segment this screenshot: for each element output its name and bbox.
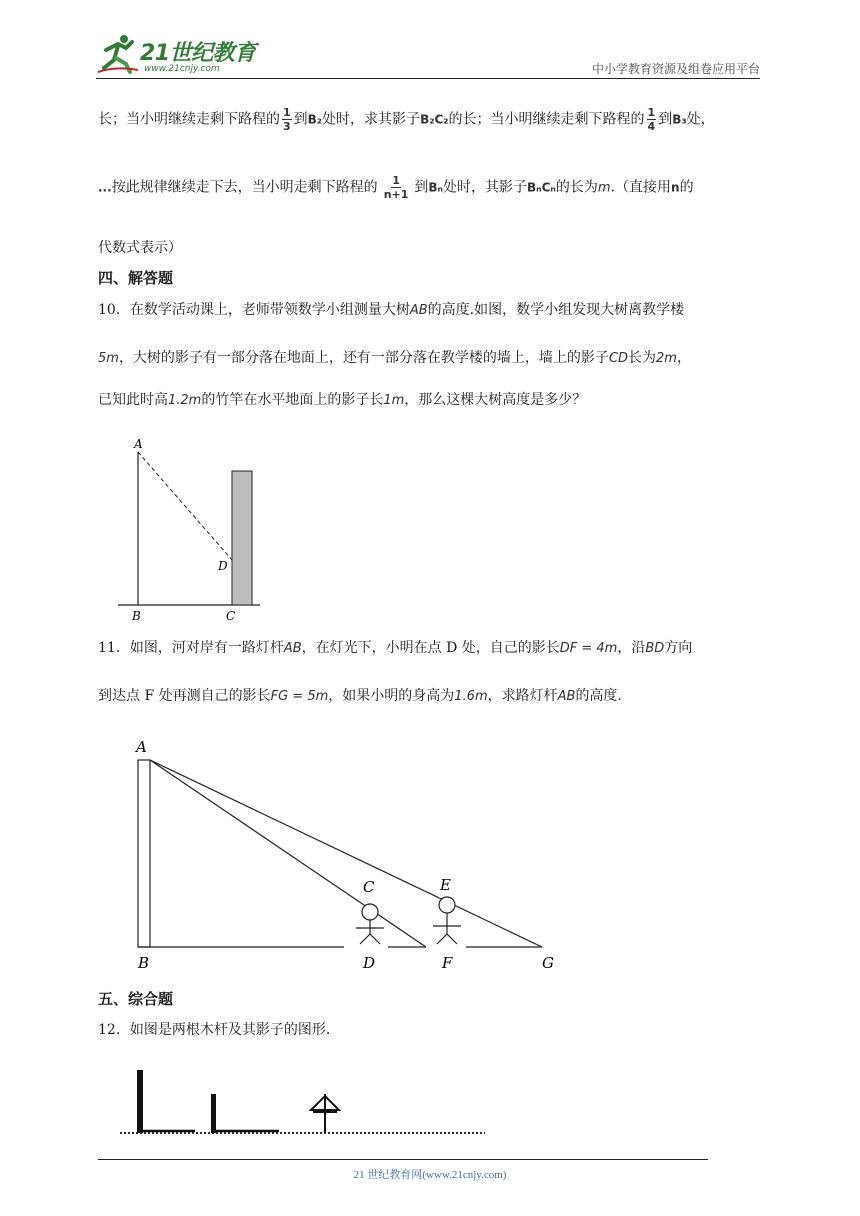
math-b2: B₂ xyxy=(307,112,323,127)
header-divider xyxy=(96,78,760,79)
math-5m: 5m xyxy=(98,351,119,366)
math-ab: AB xyxy=(557,689,576,704)
text: 方向 xyxy=(664,640,693,656)
text: 的高度.如图，数学小组发现大树离教学楼 xyxy=(427,302,685,318)
math-b3: B₃ xyxy=(672,112,687,127)
text: 10．在数学活动课上，老师带领数学小组测量大树 xyxy=(98,302,410,318)
math-1-6m: 1.6m xyxy=(454,689,488,704)
text: ，如果小明的身高为 xyxy=(328,688,455,704)
text: 到达点 F 处再测自己的影长 xyxy=(98,688,271,704)
text: 处， xyxy=(686,111,715,128)
text: ， xyxy=(676,350,691,366)
text: 到 xyxy=(414,179,429,196)
fraction-one-over-n-plus-1: $\frac{1}{n+1}$ xyxy=(383,174,409,201)
pole-1 xyxy=(137,1070,143,1133)
label-d: D xyxy=(218,559,228,573)
math-m: m xyxy=(597,180,611,196)
logo-text: 21世纪教育 xyxy=(140,41,256,66)
label-a: A xyxy=(134,437,143,451)
math-bn: Bₙ xyxy=(428,180,444,195)
label-b: B xyxy=(132,609,141,623)
label-c: C xyxy=(226,609,236,623)
text: 按此规律继续走下去，当小明走剩下路程的 xyxy=(111,179,378,196)
sun-ray xyxy=(138,452,232,560)
text: 到 xyxy=(658,111,673,128)
label-g: G xyxy=(542,954,554,972)
math-1m: 1m xyxy=(383,393,405,408)
text: 已知此时高 xyxy=(98,392,168,408)
text: 处时，其影子 xyxy=(443,179,528,196)
lamp-post-ab xyxy=(138,760,150,947)
text: ，沿 xyxy=(617,640,646,656)
footer-divider xyxy=(98,1159,708,1160)
q10-line-3 xyxy=(98,390,586,411)
fraction-one-fourth: $\frac{1}{4}$ xyxy=(647,106,656,133)
text: 到 xyxy=(293,111,308,128)
q11-figure xyxy=(130,734,570,974)
ellipsis: ... xyxy=(98,180,112,195)
building-wall xyxy=(232,471,252,605)
text: 长为 xyxy=(628,350,657,366)
text: 长；当小明继续走剩下路程的 xyxy=(98,111,280,128)
text: ，那么这棵大树高度是多少？ xyxy=(404,392,587,408)
math-2m: 2m xyxy=(656,351,677,366)
lamp-icon xyxy=(311,1094,339,1133)
text: 11．如图，河对岸有一路灯杆 xyxy=(98,640,284,656)
q12-figure xyxy=(115,1060,495,1140)
pole-2 xyxy=(211,1094,216,1133)
math-fg: FG = 5m xyxy=(270,689,329,704)
text: 的长为 xyxy=(555,179,598,196)
label-c: C xyxy=(363,878,375,896)
text: ，在灯光下，小明在点 D 处，自己的影长 xyxy=(301,640,560,656)
text: 的 xyxy=(679,179,694,196)
footer-text: 21 世纪教育网(www.21cnjy.com) xyxy=(353,1169,507,1181)
math-ab: AB xyxy=(283,641,302,656)
q11-line-1 xyxy=(98,638,692,659)
label-a: A xyxy=(136,738,147,756)
math-cd: CD xyxy=(608,351,629,366)
q10-line-2 xyxy=(98,348,691,369)
fraction-one-third: $\frac{1}{3}$ xyxy=(283,106,291,133)
label-d: D xyxy=(363,954,376,972)
logo xyxy=(96,30,266,78)
light-ray-to-f xyxy=(150,760,426,947)
math-bncn: BₙCₙ xyxy=(527,180,556,195)
platform-title: 中小学教育资源及组卷应用平台 xyxy=(591,62,760,76)
label-f: F xyxy=(442,954,453,972)
text: .（直接用 xyxy=(610,179,672,196)
label-b: B xyxy=(138,954,150,972)
person-at-f xyxy=(433,897,461,944)
q9-line-1 xyxy=(98,106,715,133)
math-df: DF = 4m xyxy=(559,641,618,656)
math-n: n xyxy=(671,180,680,195)
q11-line-2 xyxy=(98,686,622,707)
page-header xyxy=(96,30,760,80)
section-4-heading: 四、解答题 xyxy=(98,269,174,287)
section-5-heading: 五、综合题 xyxy=(98,990,174,1008)
q12-line-1: 12．如图是两根木杆及其影子的图形. xyxy=(98,1022,331,1038)
math-b2c2: B₂C₂ xyxy=(420,112,449,127)
label-e: E xyxy=(440,876,451,894)
q10-line-1 xyxy=(98,300,684,321)
text: 处时，求其影子 xyxy=(322,111,421,128)
text: ，求路灯杆 xyxy=(487,688,558,704)
light-ray-to-g xyxy=(150,760,542,947)
text: 的竹竿在水平地面上的影子长 xyxy=(201,392,384,408)
q10-figure xyxy=(110,430,270,630)
text: ，大树的影子有一部分落在地面上，还有一部分落在教学楼的墙上，墙上的影子 xyxy=(118,350,609,366)
math-1-2m: 1.2m xyxy=(168,393,202,408)
logo-url: www.21cnjy.com xyxy=(144,64,220,74)
runner-logo-icon xyxy=(96,30,140,74)
math-bd: BD xyxy=(645,641,665,656)
q9-line-2 xyxy=(98,174,694,201)
q9-line-3: 代数式表示） xyxy=(98,240,182,256)
math-ab: AB xyxy=(409,303,428,318)
person-at-d xyxy=(356,904,384,944)
text: 的长；当小明继续走剩下路程的 xyxy=(448,111,645,128)
text: 的高度. xyxy=(575,688,622,704)
